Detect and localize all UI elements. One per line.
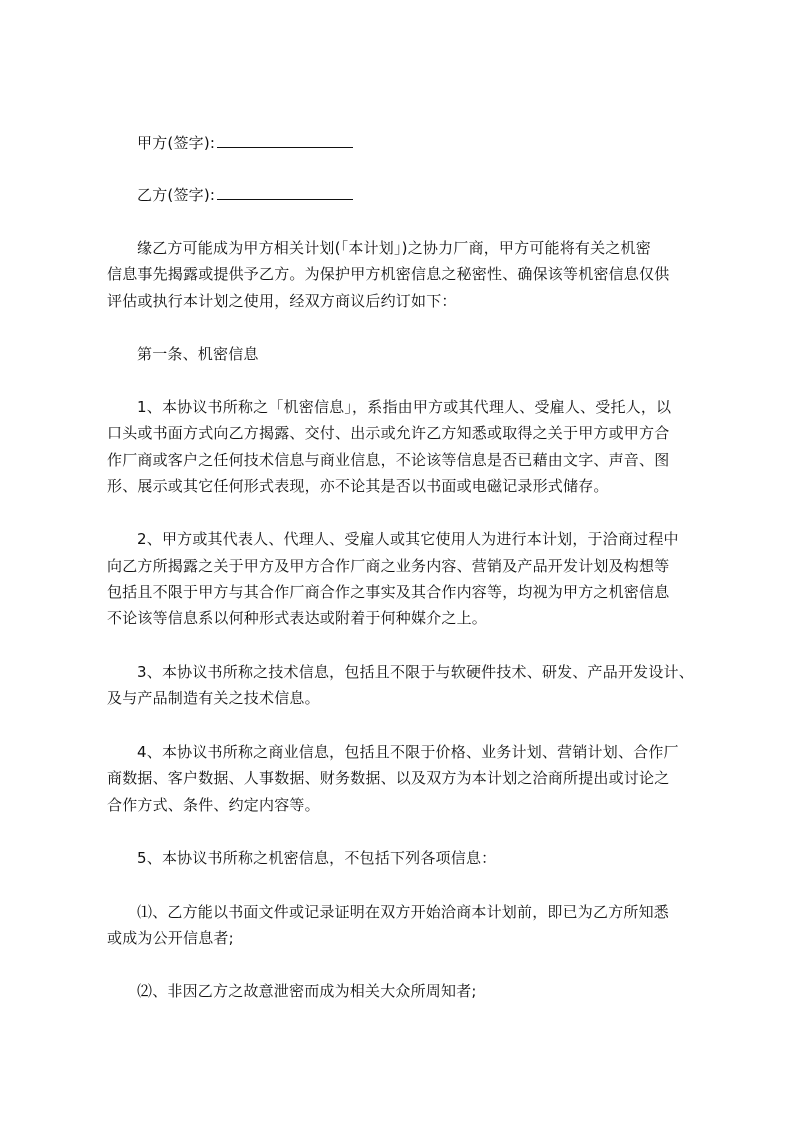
clause-1-line: 形、展示或其它任何形式表现，亦不论其是否以书面或电磁记录形式储存。 bbox=[107, 477, 609, 495]
clause-1-line: 作厂商或客户之任何技术信息与商业信息，不论该等信息是否已藉由文字、声音、图 bbox=[107, 451, 670, 469]
clause-3-line: 3、本协议书所称之技术信息，包括且不限于与软硬件技术、研发、产品开发设计、 bbox=[137, 663, 694, 681]
clause-1-line: 1、本协议书所称之「机密信息」，系指由甲方或其代理人、受雇人、受托人，以 bbox=[137, 398, 672, 416]
clause-1-line: 口头或书面方式向乙方揭露、交付、出示或允许乙方知悉或取得之关于甲方或甲方合 bbox=[107, 424, 670, 442]
clause-5-title: 5、本协议书所称之机密信息，不包括下列各项信息： bbox=[137, 849, 497, 867]
clause-4-line: 合作方式、条件、约定内容等。 bbox=[107, 796, 320, 814]
intro-line: 信息事先揭露或提供予乙方。为保护甲方机密信息之秘密性、确保该等机密信息仅供 bbox=[107, 265, 670, 283]
article-title: 第一条、机密信息 bbox=[137, 345, 259, 363]
party-b-signature-blank bbox=[217, 185, 353, 200]
party-b-signature-label: 乙方(签字): bbox=[137, 186, 216, 204]
clause-2-line: 2、甲方或其代表人、代理人、受雇人或其它使用人为进行本计划，于洽商过程中 bbox=[137, 530, 679, 548]
item-2-line: ⑵、非因乙方之故意泄密而成为相关大众所周知者; bbox=[137, 982, 477, 1000]
clause-2-line: 包括且不限于甲方与其合作厂商合作之事实及其合作内容等，均视为甲方之机密信息 bbox=[107, 583, 670, 601]
intro-line: 评估或执行本计划之使用，经双方商议后约订如下： bbox=[107, 292, 457, 310]
party-a-signature-line bbox=[137, 133, 353, 153]
clause-3-line: 及与产品制造有关之技术信息。 bbox=[107, 689, 320, 707]
item-1-line: ⑴、乙方能以书面文件或记录证明在双方开始洽商本计划前，即已为乙方所知悉 bbox=[137, 903, 670, 921]
party-b-signature-line bbox=[137, 185, 353, 205]
clause-2-line: 向乙方所揭露之关于甲方及甲方合作厂商之业务内容、营销及产品开发计划及构想等 bbox=[107, 557, 670, 575]
clause-2-line: 不论该等信息系以何种形式表达或附着于何种媒介之上。 bbox=[107, 609, 488, 627]
party-a-signature-label: 甲方(签字): bbox=[137, 134, 216, 152]
clause-4-line: 4、本协议书所称之商业信息，包括且不限于价格、业务计划、营销计划、合作厂 bbox=[137, 743, 679, 761]
intro-line: 缘乙方可能成为甲方相关计划(「本计划」)之协力厂商，甲方可能将有关之机密 bbox=[137, 239, 651, 257]
clause-4-line: 商数据、客户数据、人事数据、财务数据、以及双方为本计划之洽商所提出或讨论之 bbox=[107, 769, 670, 787]
item-1-line: 或成为公开信息者; bbox=[107, 929, 234, 947]
party-a-signature-blank bbox=[217, 133, 353, 148]
